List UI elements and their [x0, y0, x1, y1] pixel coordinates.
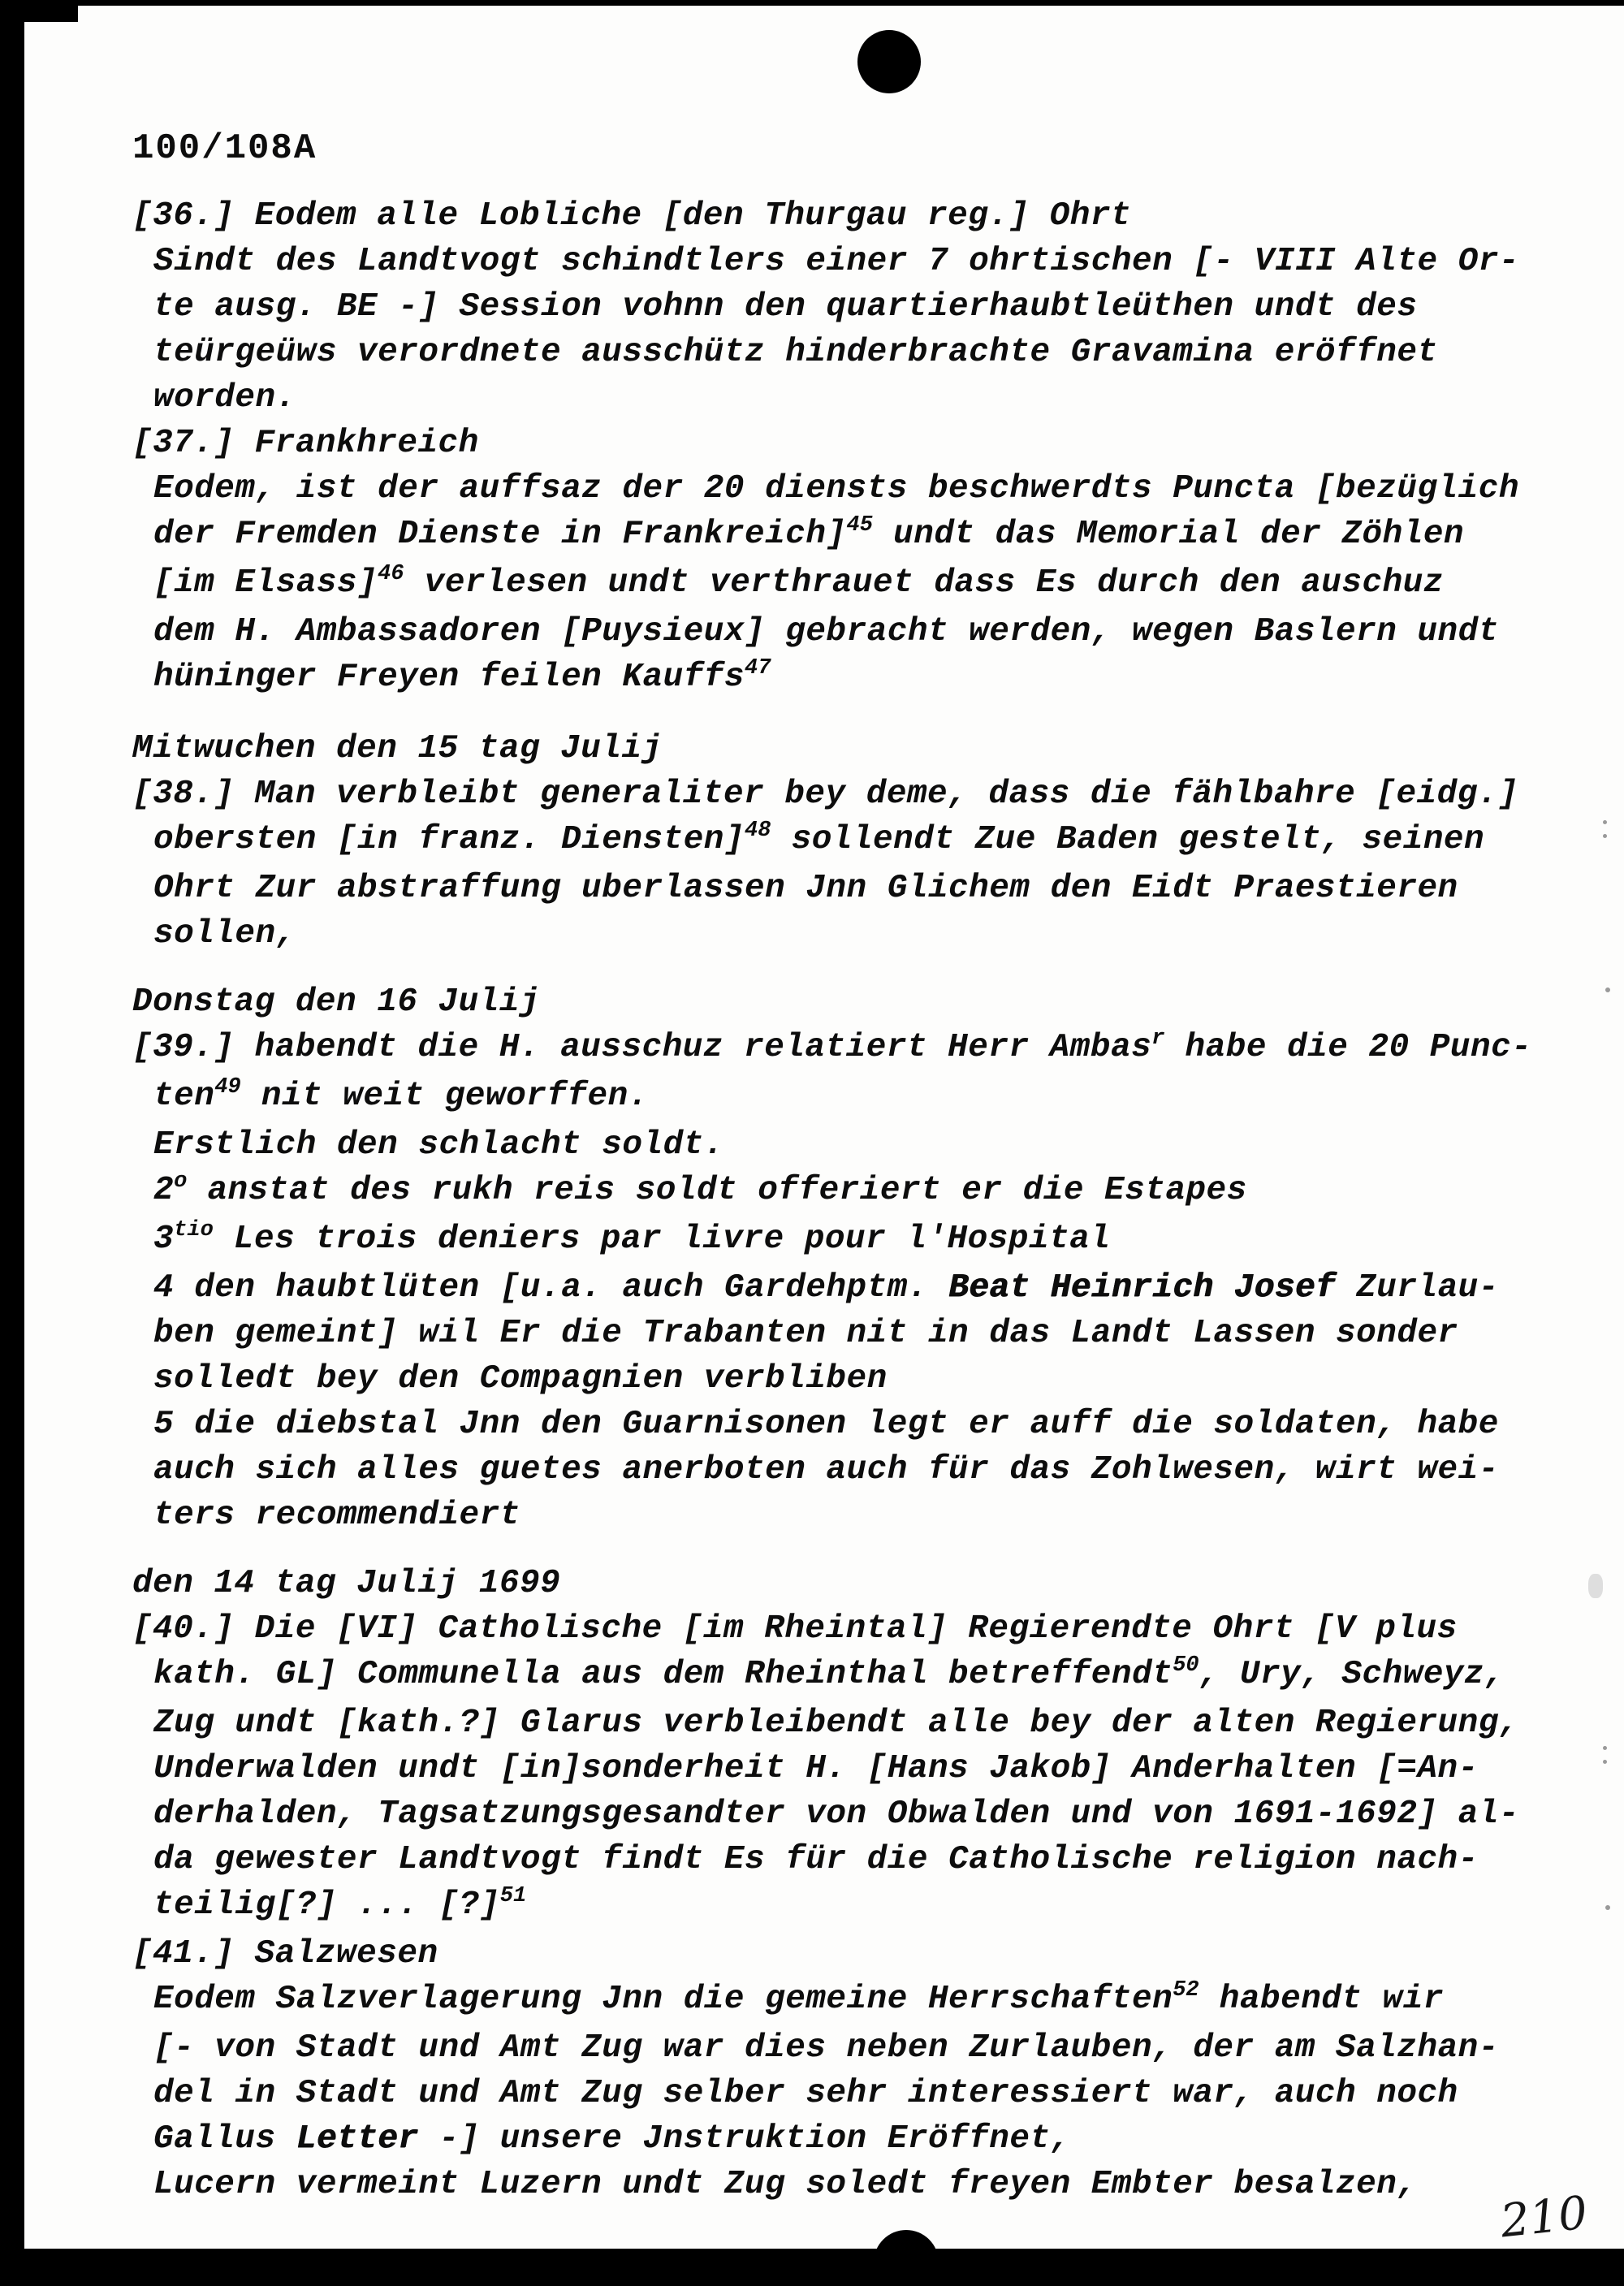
text-line: [132, 421, 1610, 466]
text-line: [132, 1977, 1610, 2025]
text-segment: 4 den haubtlüten [u.a. auch Gardehptm.: [153, 1269, 949, 1307]
text-line: [132, 1561, 1610, 1606]
scan-border-left: [0, 0, 24, 2286]
text-line: [132, 375, 1610, 421]
text-line: [132, 1837, 1610, 1882]
text-segment: hüninger Freyen feilen Kauffs: [153, 659, 745, 696]
text-line: [132, 1882, 1610, 1931]
text-line: [132, 726, 1610, 771]
text-segment: [38.] Man verbleibt generaliter bey deme, dass die fählbahre [eidg.]: [132, 776, 1519, 813]
text-line: [132, 817, 1610, 866]
paragraph: [132, 771, 1610, 957]
scan-speck: [1605, 1905, 1610, 1910]
text-line: [132, 1265, 1610, 1311]
text-segment: den 14 tag Julij 1699: [132, 1565, 561, 1602]
text-segment: sollendt Zue Baden gestelt, seinen: [771, 821, 1485, 858]
scan-corner-mark: [0, 0, 78, 22]
scan-speck: [1603, 834, 1607, 838]
text-segment: kath. GL] Communella aus dem Rheinthal betreffendt: [153, 1656, 1173, 1693]
text-segment: Underwalden undt [in]sonderheit H. [Hans Jakob] Anderhalten [=An-: [153, 1750, 1479, 1787]
footnote-reference: 47: [745, 655, 771, 681]
text-line: [132, 1216, 1610, 1265]
text-segment: Zurlau-: [1336, 1269, 1499, 1307]
text-segment: [41.] Salzwesen: [132, 1935, 438, 1973]
footnote-reference: 50: [1173, 1653, 1199, 1679]
text-line: [132, 1356, 1610, 1402]
text-segment: Lucern vermeint Luzern undt Zug soledt freyen Embter besalzen,: [153, 2166, 1418, 2203]
footnote-reference: 48: [745, 818, 771, 844]
text-line: [132, 1447, 1610, 1493]
text-line: [132, 609, 1610, 655]
scan-border-top: [0, 0, 1624, 6]
text-segment: Eodem Salzverlagerung Jnn die gemeine Herrschaften: [153, 1981, 1173, 2018]
text-line: [132, 1025, 1610, 1074]
text-segment: derhalden, Tagsatzungsgesandter von Obwalden und von 1691-1692] al-: [153, 1796, 1519, 1833]
emphasized-text: Beat Heinrich Josef: [948, 1269, 1337, 1307]
text-line: [132, 655, 1610, 703]
footnote-reference: 52: [1173, 1977, 1199, 2003]
paragraph: [132, 421, 1610, 703]
text-line: [132, 1311, 1610, 1356]
text-segment: ters recommendiert: [153, 1497, 520, 1534]
scan-smudge: [1588, 1574, 1603, 1598]
text-line: [132, 512, 1610, 560]
text-line: [132, 1122, 1610, 1168]
text-segment: [36.] Eodem alle Lobliche [den Thurgau reg.] Ohrt: [132, 197, 1132, 235]
text-segment: auch sich alles guetes anerboten auch für das Zohlwesen, wirt wei-: [153, 1451, 1499, 1489]
text-segment: teilig[?] ... [?]: [153, 1886, 500, 1924]
text-segment: nit weit geworffen.: [240, 1078, 649, 1115]
text-segment: solledt bey den Compagnien verbliben: [153, 1360, 888, 1398]
text-line: [132, 771, 1610, 817]
text-segment: teürgeüws verordnete ausschütz hinderbrachte Gravamina eröffnet: [153, 334, 1438, 371]
text-segment: [37.] Frankhreich: [132, 425, 479, 462]
page-reference-number: 100/108A: [132, 128, 317, 169]
text-segment: habe die 20 Punc-: [1164, 1029, 1532, 1066]
text-line: [132, 866, 1610, 911]
paragraph: [132, 979, 1610, 1025]
text-line: [132, 1606, 1610, 1652]
paragraph: [132, 193, 1610, 421]
text-segment: der Fremden Dienste in Frankreich]: [153, 516, 847, 553]
scan-speck: [1603, 1746, 1607, 1750]
footnote-reference: 45: [846, 512, 874, 538]
text-line: [132, 1746, 1610, 1791]
text-segment: Gallus: [153, 2120, 296, 2158]
text-segment: Ohrt Zur abstraffung uberlassen Jnn Glichem den Eidt Praestieren: [153, 870, 1458, 907]
text-segment: verlesen undt verthrauet dass Es durch den auschuz: [404, 564, 1444, 602]
scan-speck: [1603, 1760, 1607, 1764]
text-segment: habendt wir: [1199, 1981, 1444, 2018]
text-segment: anstat des rukh reis soldt offeriert er die Estapes: [187, 1172, 1247, 1209]
text-line: [132, 2116, 1610, 2162]
text-line: [132, 1074, 1610, 1122]
text-line: [132, 239, 1610, 284]
scan-border-bottom: [0, 2249, 1624, 2286]
text-segment: dem H. Ambassadoren [Puysieux] gebracht werden, wegen Baslern undt: [153, 613, 1499, 650]
scan-speck: [1605, 987, 1610, 992]
text-segment: [40.] Die [VI] Catholische [im Rheintal] Regierendte Ohrt [V plus: [132, 1610, 1458, 1648]
hole-punch-mark-bottom: [874, 2230, 939, 2286]
text-line: [132, 2025, 1610, 2071]
text-line: [132, 1700, 1610, 1746]
text-line: [132, 911, 1610, 957]
footnote-reference: 51: [499, 1883, 527, 1909]
text-line: [132, 560, 1610, 609]
text-line: [132, 1402, 1610, 1447]
text-segment: obersten [in franz. Diensten]: [153, 821, 745, 858]
text-segment: Mitwuchen den 15 tag Julij: [132, 730, 663, 767]
paragraph: [132, 1025, 1610, 1538]
text-segment: ben gemeint] wil Er die Trabanten nit in das Landt Lassen sonder: [153, 1315, 1458, 1352]
text-segment: [- von Stadt und Amt Zug war dies neben Zurlauben, der am Salzhan-: [153, 2029, 1499, 2067]
text-segment: del in Stadt und Amt Zug selber sehr interessiert war, auch noch: [153, 2075, 1458, 2112]
footnote-reference: r: [1151, 1026, 1165, 1052]
text-segment: Zug undt [kath.?] Glarus verbleibendt alle bey der alten Regierung,: [153, 1705, 1519, 1742]
text-line: [132, 2162, 1610, 2207]
footnote-reference: o: [174, 1169, 188, 1195]
footnote-reference: 46: [378, 561, 404, 587]
text-segment: [39.] habendt die H. ausschuz relatiert Herr Ambas: [132, 1029, 1152, 1066]
text-segment: worden.: [153, 379, 296, 417]
paragraph: [132, 1606, 1610, 1931]
text-segment: 5 die diebstal Jnn den Guarnisonen legt er auff die soldaten, habe: [153, 1406, 1499, 1443]
text-segment: -] unsere Jnstruktion Eröffnet,: [418, 2120, 1071, 2158]
text-segment: Sindt des Landtvogt schindtlers einer 7 ohrtischen [- VIII Alte Or-: [153, 243, 1519, 280]
scan-speck: [1603, 820, 1607, 824]
text-segment: Eodem, ist der auffsaz der 20 diensts beschwerdts Puncta [bezüglich: [153, 470, 1519, 508]
footnote-reference: 49: [214, 1074, 241, 1100]
footnote-reference: tio: [174, 1217, 214, 1243]
text-segment: Erstlich den schlacht soldt.: [153, 1126, 724, 1164]
text-segment: Donstag den 16 Julij: [132, 983, 541, 1021]
text-segment: Les trois deniers par livre pour l'Hospital: [213, 1221, 1111, 1258]
document-body: [132, 193, 1610, 2207]
text-line: [132, 1168, 1610, 1216]
text-line: [132, 284, 1610, 330]
emphasized-text: Letter: [296, 2120, 419, 2158]
handwritten-page-number: 210: [1497, 2186, 1590, 2249]
text-line: [132, 2071, 1610, 2116]
text-segment: ten: [153, 1078, 215, 1115]
text-line: [132, 466, 1610, 512]
hole-punch-mark-top: [857, 30, 921, 93]
text-line: [132, 330, 1610, 375]
paragraph: [132, 1561, 1610, 1606]
text-line: [132, 1493, 1610, 1538]
text-segment: da gewester Landtvogt findt Es für die Catholische religion nach-: [153, 1841, 1479, 1878]
text-line: [132, 979, 1610, 1025]
text-segment: , Ury, Schweyz,: [1199, 1656, 1505, 1693]
text-line: [132, 1652, 1610, 1700]
text-segment: te ausg. BE -] Session vohnn den quartierhaubtleüthen undt des: [153, 288, 1418, 326]
text-line: [132, 193, 1610, 239]
paragraph: [132, 726, 1610, 771]
text-line: [132, 1791, 1610, 1837]
text-line: [132, 1931, 1610, 1977]
text-segment: 2: [153, 1172, 175, 1209]
text-segment: sollen,: [153, 915, 296, 953]
paragraph: [132, 1931, 1610, 2207]
text-segment: undt das Memorial der Zöhlen: [873, 516, 1465, 553]
text-segment: [im Elsass]: [153, 564, 378, 602]
text-segment: 3: [153, 1221, 175, 1258]
